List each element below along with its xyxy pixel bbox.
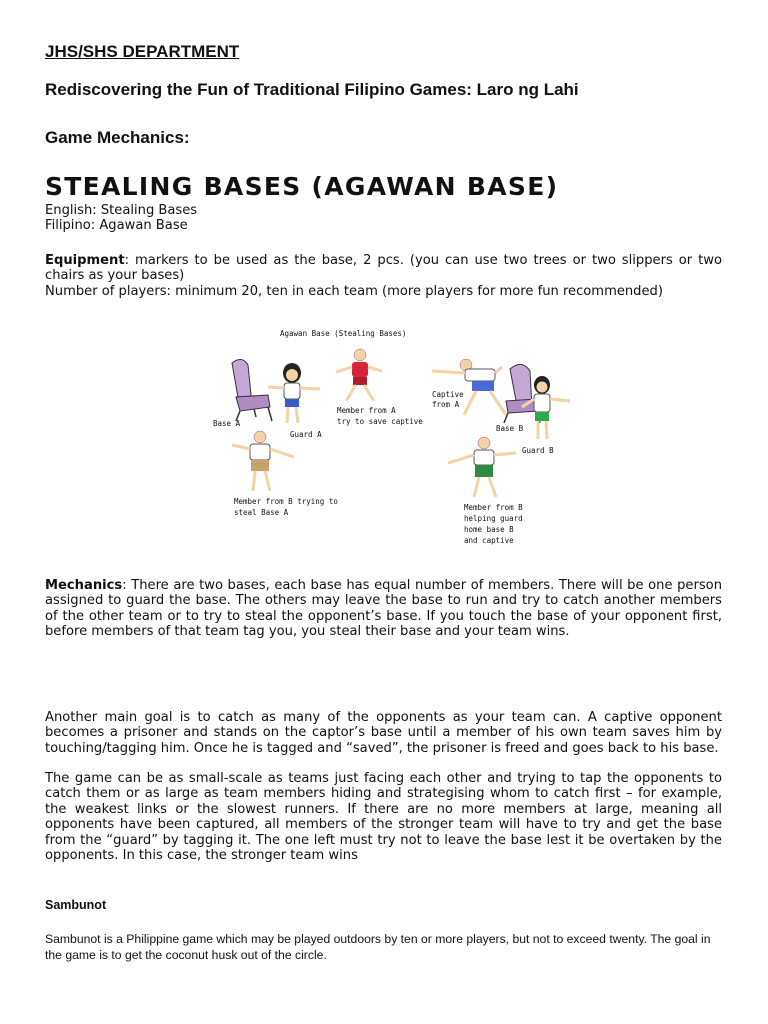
label-base-b: Base B bbox=[496, 424, 524, 433]
game-illustration bbox=[210, 325, 590, 550]
label-member-b-help-line2: helping guard bbox=[464, 514, 523, 523]
mechanics-text: : There are two bases, each base has equal number of members. There will be one person assigned to guard the base. The others may leave the base to run and try to catch another members of the other team or to try to steal the opponent’s base. If you touch the base of your opponent first, before members of that team tag you, you steal their base and your team wins. bbox=[45, 578, 722, 640]
chair-base-a-icon bbox=[232, 359, 272, 421]
chair-base-b-icon bbox=[504, 364, 540, 423]
label-member-b-help-line1: Member from B bbox=[464, 503, 523, 512]
game-title: STEALING BASES (AGAWAN BASE) bbox=[45, 172, 559, 201]
guard-a-figure bbox=[268, 363, 320, 423]
label-member-b-help-line4: and captive bbox=[464, 536, 514, 545]
label-member-a-line2: try to save captive bbox=[337, 417, 423, 426]
players-paragraph: Number of players: minimum 20, ten in each team (more players for more fun recommended) bbox=[45, 284, 663, 299]
goal-paragraph-2: The game can be as small-scale as teams just facing each other and trying to tap the opponents to catch them or as large as team members hiding and strategising whom to catch first – for example, the weakest links or the slowest runners. If there are no more members at large, meaning all opponents have been captured, all members of the stronger team will have to try and get the base from the “guard” by tagging it. The one left must try not to leave the base lest it be overtaken by the opponents. In this case, the stronger team wins bbox=[45, 771, 722, 864]
section-heading: Game Mechanics: bbox=[45, 128, 190, 147]
equipment-text: : markers to be used as the base, 2 pcs. (you can use two trees or two slippers or two chairs as your bases) bbox=[45, 253, 722, 284]
figure-caption: Agawan Base (Stealing Bases) bbox=[280, 329, 407, 338]
equipment-label: Equipment bbox=[45, 253, 125, 268]
document-title: Rediscovering the Fun of Traditional Filipino Games: Laro ng Lahi bbox=[45, 80, 579, 99]
sambunot-paragraph: Sambunot is a Philippine game which may be played outdoors by ten or more players, but not to exceed twenty. The goal in the game is to get the coconut husk out of the circle. bbox=[45, 932, 711, 962]
label-guard-b: Guard B bbox=[522, 446, 554, 455]
label-member-b-steal-line1: Member from B trying to bbox=[234, 497, 338, 506]
equipment-paragraph bbox=[45, 253, 722, 284]
department-heading: JHS/SHS DEPARTMENT bbox=[45, 42, 240, 61]
label-member-a-line1: Member from A bbox=[337, 406, 396, 415]
member-a-figure bbox=[336, 349, 382, 401]
label-captive-line2: from A bbox=[432, 400, 460, 409]
english-name: English: Stealing Bases bbox=[45, 203, 198, 218]
label-base-a: Base A bbox=[213, 419, 241, 428]
label-guard-a: Guard A bbox=[290, 430, 322, 439]
member-b-stealing-figure bbox=[232, 431, 294, 491]
member-b-helping-figure bbox=[448, 437, 516, 497]
goal-paragraph-1: Another main goal is to catch as many of the opponents as your team can. A captive opponent becomes a prisoner and stands on the captor’s base until a member of his own team saves him by touching/tagging him. Once he is tagged and “saved”, the prisoner is freed and goes back to his base. bbox=[45, 710, 722, 756]
mechanics-paragraph bbox=[45, 578, 722, 640]
label-member-b-steal-line2: steal Base A bbox=[234, 508, 289, 517]
filipino-name: Filipino: Agawan Base bbox=[45, 218, 188, 233]
mechanics-label: Mechanics bbox=[45, 578, 123, 593]
label-captive-line1: Captive bbox=[432, 390, 464, 399]
label-member-b-help-line3: home base B bbox=[464, 525, 514, 534]
sambunot-heading: Sambunot bbox=[45, 898, 107, 912]
